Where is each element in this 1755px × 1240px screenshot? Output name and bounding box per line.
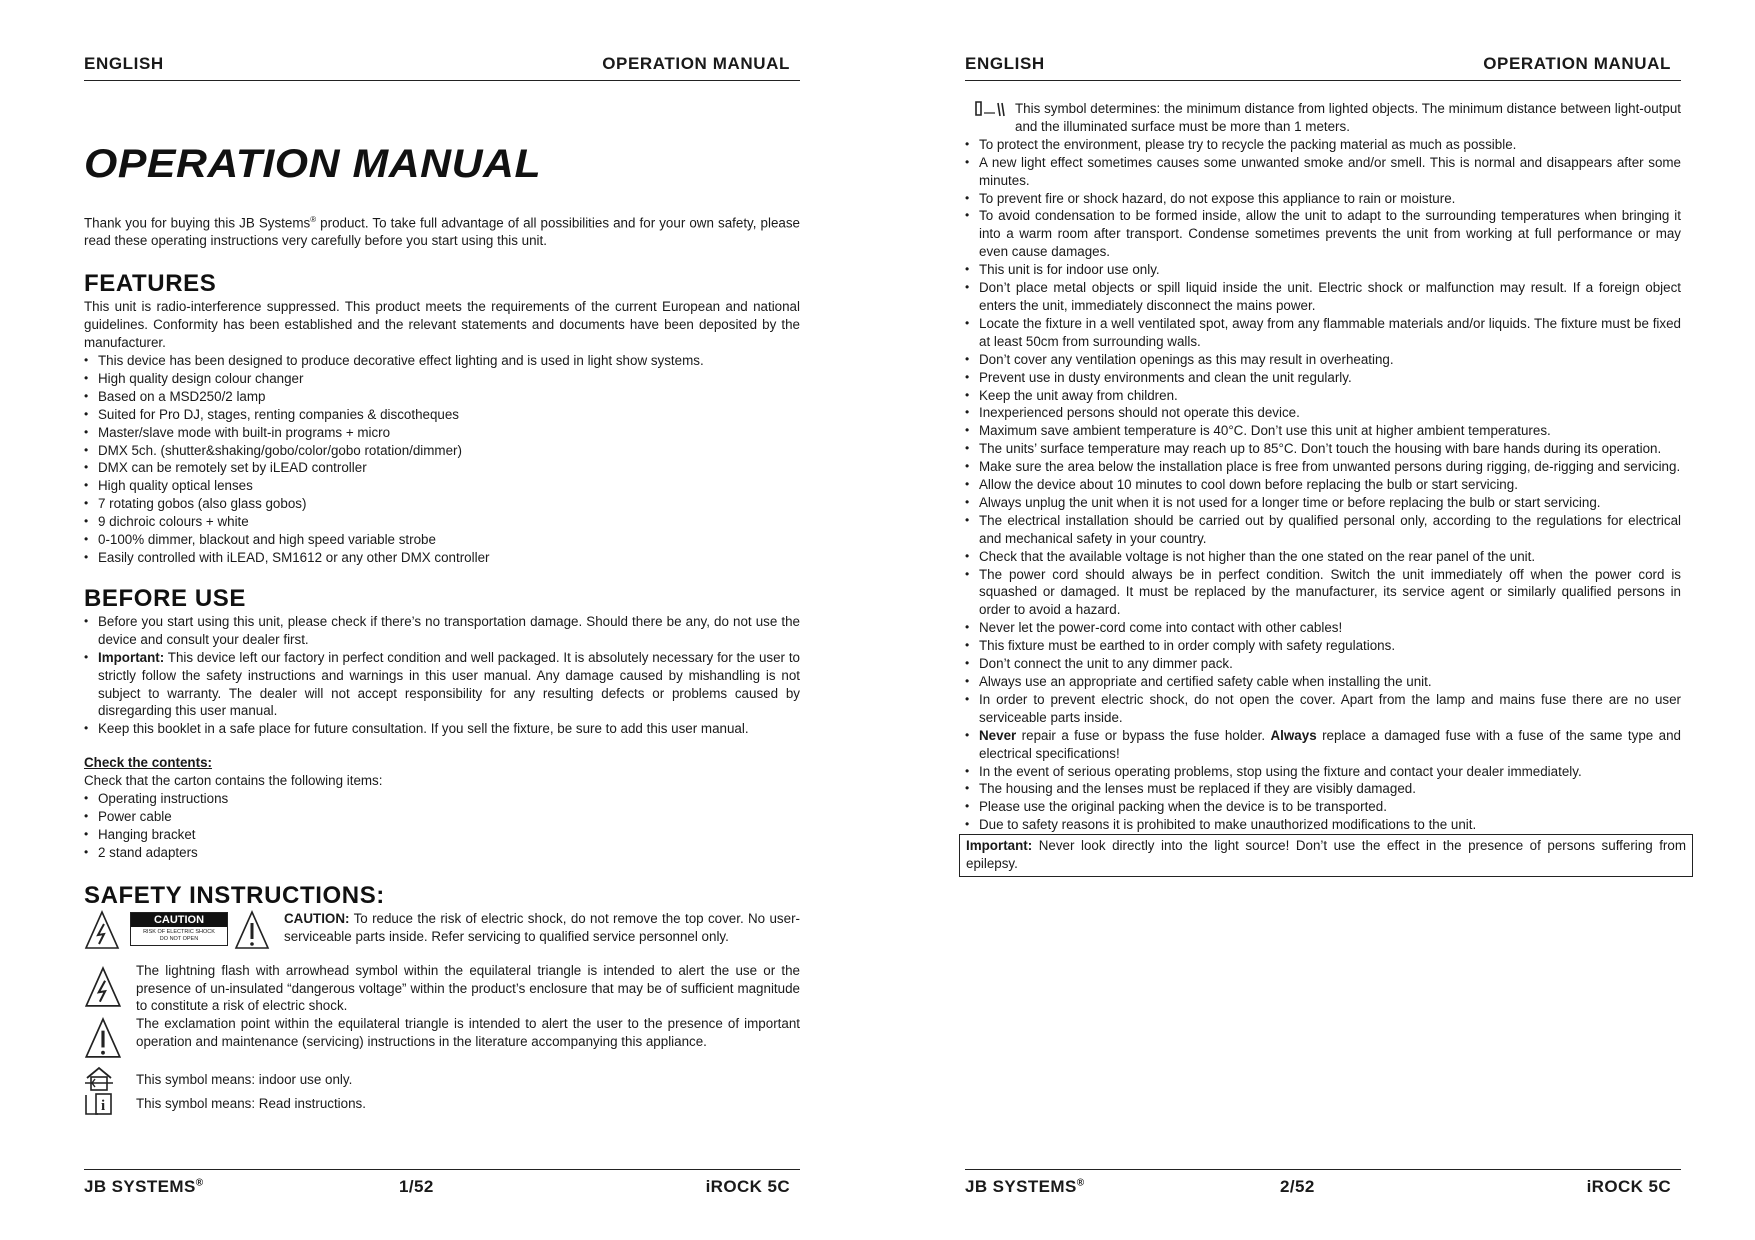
before-use-list [84,613,800,738]
caution-label-line2: DO NOT OPEN [159,935,199,942]
list-item: • Maximum save ambient temperature is 40°C. Don’t use this unit at higher ambient temperatures. [965,422,1681,440]
list-item: • Locate the fixture in a well ventilated spot, away from any flammable materials and/or liquids. The fixture must be fixed at least 50cm from surrounding walls. [965,315,1681,351]
intro-paragraph [84,211,800,250]
features-paragraph: This unit is radio-interference suppressed. This product meets the requirements of the current European and national guidelines. Conformity has been established and the relevant statements and documents have been deposited by the manufacturer. [84,299,800,351]
page-header [965,54,1681,81]
header-title: OPERATION MANUAL [602,54,790,73]
read-text: This symbol means: Read instructions. [136,1096,366,1112]
read-instructions-icon [84,1091,114,1117]
important-notice-box [959,834,1693,877]
header-language: ENGLISH [84,54,164,73]
list-item: • Don’t cover any ventilation openings as this may result in overheating. [965,351,1681,369]
right-page [965,0,1686,1240]
left-page [84,0,800,1240]
lightning-text: The lightning flash with arrowhead symbol within the equilateral triangle is intended to alert the use or the presence of un-insulated “dangerous voltage” within the product’s enclosure that may be of sufficient magnitude to constitute a risk of electric shock. [136,962,800,1014]
list-item: • Master/slave mode with built-in programs + micro [84,424,800,442]
intro-text-b: product. To take full advantage of all possibilities and for your own safety, please read these operating instructions very carefully before you start using this unit. [84,215,800,249]
list-item [84,649,800,721]
caution-text [284,910,800,946]
list-item: • Keep the unit away from children. [965,387,1681,405]
never-label: Never [979,727,1017,743]
left-content [84,142,800,1119]
exclamation-row [84,1015,800,1067]
footer-model: iROCK 5C [1586,1177,1671,1196]
list-item: • Prevent use in dusty environments and clean the unit regularly. [965,369,1681,387]
before-use-heading: BEFORE USE [84,584,247,612]
caution-lead: CAUTION: [284,910,350,926]
list-item: • The housing and the lenses must be replaced if they are visibly damaged. [965,780,1681,798]
list-item: • This device has been designed to produce decorative effect lighting and is used in light show systems. [84,352,800,370]
list-item: • Check that the available voltage is not higher than the one stated on the rear panel of the unit. [965,548,1681,566]
distance-row [965,100,1681,136]
footer-brand-name: JB SYSTEMS [84,1177,196,1196]
footer-brand-name: JB SYSTEMS [965,1177,1077,1196]
list-item: • In the event of serious operating problems, stop using the fixture and contact your dealer immediately. [965,763,1681,781]
list-item: • Allow the device about 10 minutes to cool down before replacing the bulb or start servicing. [965,476,1681,494]
important-text: This device left our factory in perfect condition and well packaged. It is absolutely necessary for the user to strictly follow the safety instructions and warnings in this user manual. Any damage caused by mishandling is not subject to warranty. The dealer will not accept responsibility for any resulting defects or problems caused by disregarding this user manual. [98,649,800,719]
list-item: • To prevent fire or shock hazard, do not expose this appliance to rain or moisture. [965,190,1681,208]
list-item: • DMX 5ch. (shutter&shaking/gobo/color/gobo rotation/dimmer) [84,442,800,460]
important-label: Important: [966,838,1033,854]
footer-registered-mark: ® [1076,1177,1085,1189]
list-item: • Always unplug the unit when it is not used for a longer time or before replacing the bulb or start servicing. [965,494,1681,512]
footer-brand [84,1177,203,1197]
list-item: • To protect the environment, please try to recycle the packing material as much as possible. [965,136,1681,154]
caution-label-line1: RISK OF ELECTRIC SHOCK [143,928,215,935]
list-item: • Please use the original packing when the device is to be transported. [965,798,1681,816]
list-item: • Inexperienced persons should not operate this device. [965,404,1681,422]
page-number: 1/52 [399,1177,434,1196]
list-item: • Never let the power-cord come into contact with other cables! [965,619,1681,637]
list-item: • This unit is for indoor use only. [965,261,1681,279]
check-contents-title: Check the contents: [84,755,212,771]
list-item: • High quality optical lenses [84,477,800,495]
page-number: 2/52 [1280,1177,1315,1196]
page-footer [84,1169,800,1200]
list-item: • Hanging bracket [84,826,800,844]
list-item: • Suited for Pro DJ, stages, renting companies & discotheques [84,406,800,424]
list-item: • 0-100% dimmer, blackout and high speed variable strobe [84,531,800,549]
read-row [84,1095,800,1119]
list-item: • This fixture must be earthed to in order comply with safety regulations. [965,637,1681,655]
check-contents-list [84,790,800,862]
intro-text-a: Thank you for buying this JB Systems [84,215,311,231]
caution-body: To reduce the risk of electric shock, do not remove the top cover. No user-serviceable parts inside. Refer servicing to qualified service personnel only. [284,910,800,944]
exclamation-triangle-icon [84,1017,122,1059]
lightning-triangle-icon [84,910,120,950]
caution-row [84,910,800,962]
list-item: • Based on a MSD250/2 lamp [84,388,800,406]
list-item: • 2 stand adapters [84,844,800,862]
list-item: • Make sure the area below the installation place is free from unwanted persons during rigging, de-rigging and servicing. [965,458,1681,476]
features-list [84,352,800,567]
never-text-b: replace a damaged fuse with a fuse of the same type and electrical specifications! [979,727,1681,761]
footer-model: iROCK 5C [705,1177,790,1196]
exclamation-triangle-icon [234,910,270,950]
header-title: OPERATION MANUAL [1483,54,1671,73]
list-item: • Due to safety reasons it is prohibited to make unauthorized modifications to the unit. [965,816,1681,834]
always-label: Always [1270,727,1317,743]
header-language: ENGLISH [965,54,1045,73]
check-contents-intro: Check that the carton contains the following items: [84,773,383,789]
list-item: • In order to prevent electric shock, do not open the cover. Apart from the lamp and mains fuse there are no user serviceable parts inside. [965,691,1681,727]
list-item: • Keep this booklet in a safe place for future consultation. If you sell the fixture, be sure to add this user manual. [84,720,800,738]
footer-registered-mark: ® [195,1177,204,1189]
exclamation-text: The exclamation point within the equilateral triangle is intended to alert the user to the presence of important operation and maintenance (servicing) instructions in the literature accompanying this appliance. [136,1016,800,1050]
list-item: • High quality design colour changer [84,370,800,388]
right-content [965,100,1686,877]
lightning-row [84,962,800,1016]
svg-text:i: i [101,1098,106,1115]
list-item: • The units’ surface temperature may reach up to 85°C. Don’t touch the housing with bare hands during its operation. [965,440,1681,458]
list-item: • DMX can be remotely set by iLEAD controller [84,459,800,477]
list-item: • Always use an appropriate and certified safety cable when installing the unit. [965,673,1681,691]
list-item: • The electrical installation should be carried out by qualified personal only, according to the regulations for electrical and mechanical safety in your country. [965,512,1681,548]
list-item: • Easily controlled with iLEAD, SM1612 or any other DMX controller [84,549,800,567]
caution-label-icon [130,912,228,946]
lightning-triangle-icon [84,966,122,1008]
important-label: Important: [98,649,165,665]
list-item: • A new light effect sometimes causes some unwanted smoke and/or smell. This is normal and disappears after some minutes. [965,154,1681,190]
footer-brand [965,1177,1084,1197]
list-item [965,727,1681,763]
indoor-house-icon [84,1065,114,1093]
indoor-row [84,1071,800,1095]
list-item: • Don’t place metal objects or spill liquid inside the unit. Electric shock or malfunction may result. If a foreign object enters the unit, immediately disconnect the mains power. [965,279,1681,315]
list-item: • Don’t connect the unit to any dimmer pack. [965,655,1681,673]
list-item: • Power cable [84,808,800,826]
safety-list-a [965,136,1681,834]
list-item: • Before you start using this unit, please check if there’s no transportation damage. Should there be any, do not use the device and consult your dealer first. [84,613,800,649]
main-title: OPERATION MANUAL [84,142,542,186]
distance-text: This symbol determines: the minimum distance from lighted objects. The minimum distance between light-output and the illuminated surface must be more than 1 meters. [1015,101,1681,134]
list-item: • Operating instructions [84,790,800,808]
caution-label-title: CAUTION [131,913,227,927]
list-item: • The power cord should always be in perfect condition. Switch the unit immediately off when the power cord is squashed or damaged. It must be replaced by the manufacturer, its service agent or similarly qualified persons in order to avoid a hazard. [965,566,1681,620]
features-heading: FEATURES [84,270,217,298]
page-header [84,54,800,81]
page-footer [965,1169,1681,1200]
list-item: • To avoid condensation to be formed inside, allow the unit to adapt to the surrounding temperatures when bringing it into a warm room after transport. Condense sometimes prevents the unit from working at full performance or may even cause damages. [965,207,1681,261]
intro-registered-mark: ® [310,215,317,224]
safety-heading: SAFETY INSTRUCTIONS: [84,881,385,909]
never-text-a: repair a fuse or bypass the fuse holder. [1016,727,1271,743]
minimum-distance-icon [973,99,1007,119]
indoor-text: This symbol means: indoor use only. [136,1072,353,1088]
important-notice-text: Never look directly into the light source! Don’t use the effect in the presence of persons suffering from epilepsy. [966,838,1686,872]
list-item: • 9 dichroic colours + white [84,513,800,531]
list-item: • 7 rotating gobos (also glass gobos) [84,495,800,513]
